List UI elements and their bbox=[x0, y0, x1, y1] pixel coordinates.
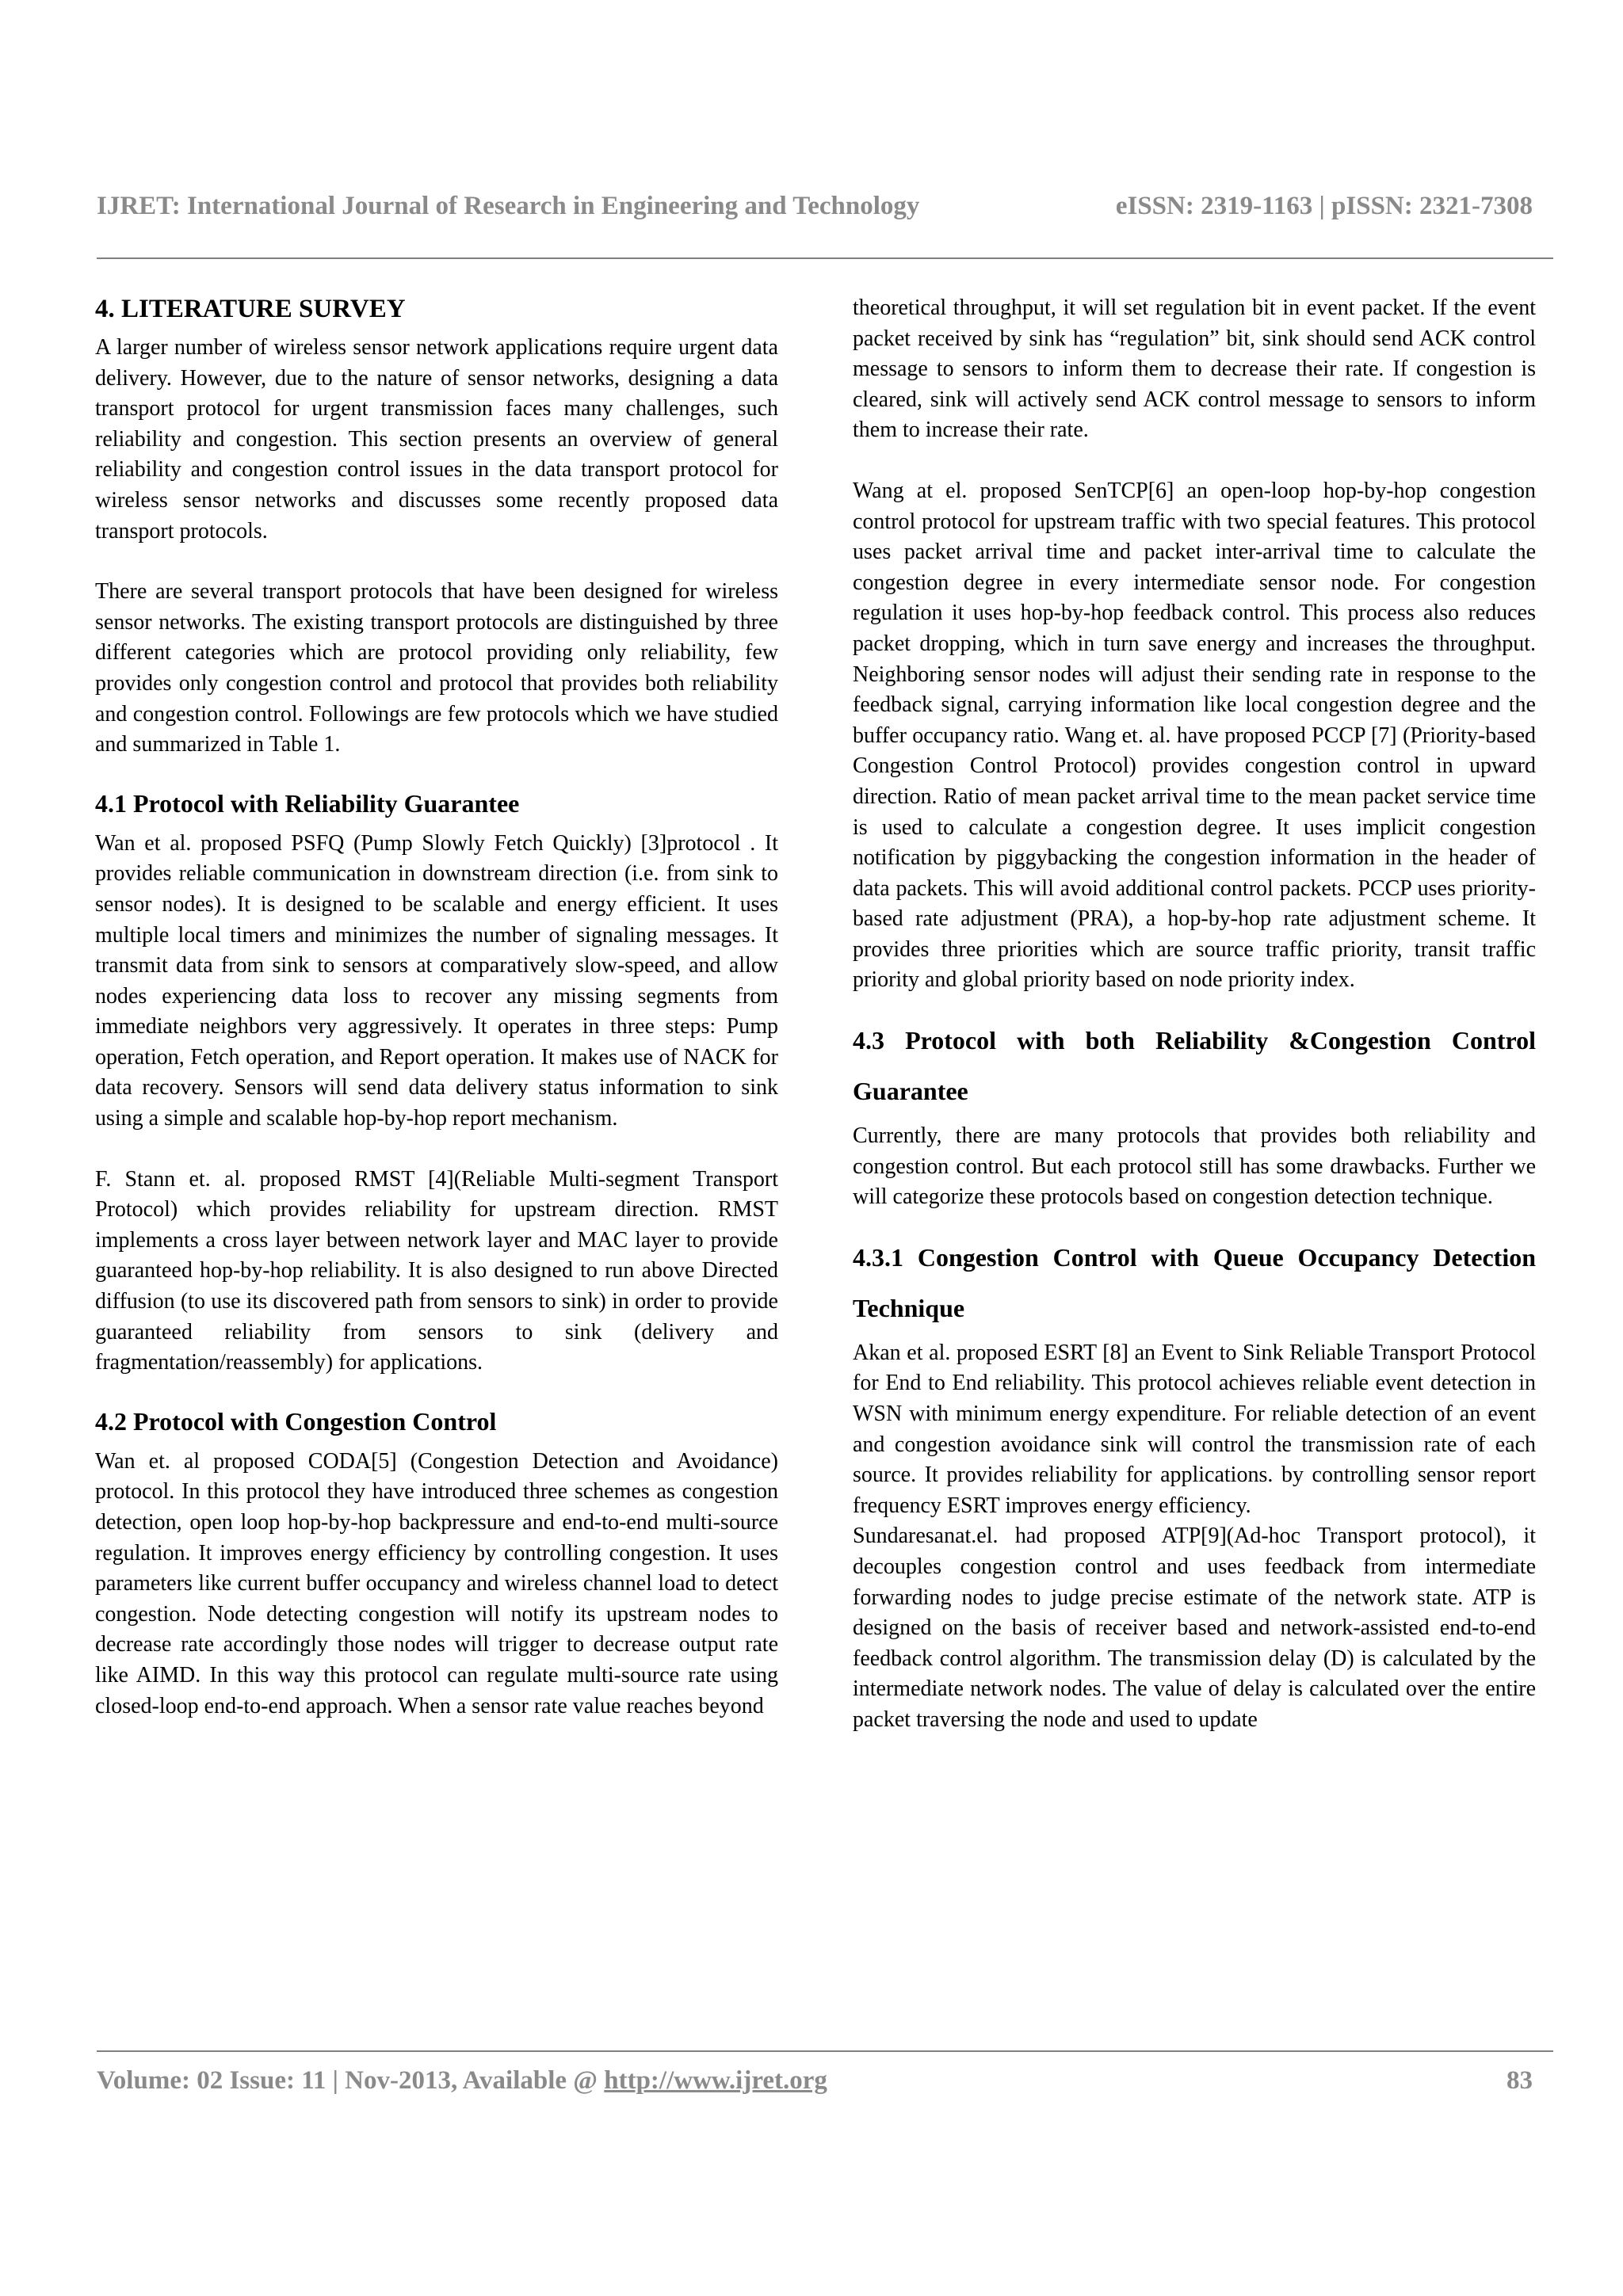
header-divider bbox=[97, 257, 1553, 259]
paragraph: Currently, there are many protocols that provides both reliability and congestion control. But each protocol still has some drawbacks. Further we will categorize these protocols based on congestion detection technique. bbox=[853, 1123, 1536, 1210]
page-number: 83 bbox=[1507, 2066, 1533, 2095]
issn-info: eISSN: 2319-1163 | pISSN: 2321-7308 bbox=[1115, 192, 1533, 220]
paragraph: theoretical throughput, it will set regulation bit in event packet. If the event packet received by sink has “regulation” bit, sink should send ACK control message to sensors to inform them to decrease their rate. If congestion is cleared, sink will actively send ACK control message to sensors to inform them to increase their rate. bbox=[853, 296, 1536, 443]
journal-link[interactable]: http://www.ijret.org bbox=[604, 2066, 827, 2095]
volume-info bbox=[97, 2066, 827, 2096]
paragraph: There are several transport protocols that have been designed for wireless sensor networks. The existing transport protocols are distinguished by three different categories which are protocol providing only reliability, few provides only congestion control and protocol that provides both reliability and congestion control. Followings are few protocols which we have studied and summarized in Table 1. bbox=[95, 579, 778, 757]
subsection-title: 4.3 Protocol with both Reliability &Congestion Control Guarantee bbox=[853, 1026, 1536, 1106]
journal-title: IJRET: International Journal of Research in Engineering and Technology bbox=[97, 192, 920, 220]
left-column bbox=[95, 293, 778, 1722]
right-column bbox=[853, 293, 1536, 1736]
paragraph: Wang at el. proposed SenTCP[6] an open-loop hop-by-hop congestion control protocol for upstream traffic with two special features. This protocol uses packet arrival time and packet inter-arrival time to calculate the congestion degree in every intermediate sensor node. For congestion regulation it uses hop-by-hop feedback control. This process also reduces packet dropping, which in turn save energy and increases the throughput. Neighboring sensor nodes will adjust their sending rate in response to the feedback signal, carrying information like local congestion degree and the buffer occupancy ratio. Wang et. al. have proposed PCCP [7] (Priority-based Congestion Control Protocol) provides congestion control in upward direction. Ratio of mean packet arrival time to the mean packet service time is used to calculate a congestion degree. It uses implicit congestion notification by piggybacking the congestion information in the header of data packets. This will avoid additional control packets. PCCP uses priority-based rate adjustment (PRA), a hop-by-hop rate adjustment scheme. It provides three priorities which are source traffic priority, transit traffic priority and global priority based on node priority index. bbox=[853, 478, 1536, 993]
paragraph: A larger number of wireless sensor network applications require urgent data delivery. However, due to the nature of sensor networks, designing a data transport protocol for urgent transmission faces many challenges, such reliability and congestion. This section presents an overview of general reliability and congestion control issues in the data transport protocol for wireless sensor networks and discusses some recently proposed data transport protocols. bbox=[95, 335, 778, 543]
paragraph: Akan et al. proposed ESRT [8] an Event to Sink Reliable Transport Protocol for End to End reliability. This protocol achieves reliable event detection in WSN with minimum energy expenditure. For reliable detection of an event and congestion avoidance sink will control the transmission rate of each source. It provides reliability for applications. by controlling sensor report frequency ESRT improves energy efficiency. bbox=[853, 1340, 1536, 1518]
footer-divider bbox=[97, 2050, 1553, 2052]
paragraph: Sundaresanat.el. had proposed ATP[9](Ad-hoc Transport protocol), it decouples congestion control and uses feedback from intermediate forwarding nodes to judge precise estimate of the network state. ATP is designed on the basis of receiver based and network-assisted end-to-end feedback control algorithm. The transmission delay (D) is calculated by the intermediate network nodes. The value of delay is calculated over the entire packet traversing the node and used to update bbox=[853, 1524, 1536, 1732]
paragraph: Wan et al. proposed PSFQ (Pump Slowly Fetch Quickly) [3]protocol . It provides reliable communication in downstream direction (i.e. from sink to sensor nodes). It is designed to be scalable and energy efficient. It uses multiple local timers and minimizes the number of signaling messages. It transmit data from sink to sensors at comparatively slow-speed, and allow nodes experiencing data loss to recover any missing segments from immediate neighbors very aggressively. It operates in three steps: Pump operation, Fetch operation, and Report operation. It makes use of NACK for data recovery. Sensors will send data delivery status information to sink using a simple and scalable hop-by-hop report mechanism. bbox=[95, 830, 778, 1131]
volume-text: Volume: 02 Issue: 11 | Nov-2013, Available @ bbox=[97, 2066, 605, 2095]
subsection-title: 4.3.1 Congestion Control with Queue Occupancy Detection Technique bbox=[853, 1242, 1536, 1322]
paragraph: F. Stann et. al. proposed RMST [4](Reliable Multi-segment Transport Protocol) which provides reliability for upstream direction. RMST implements a cross layer between network layer and MAC layer to provide guaranteed hop-by-hop reliability. It is also designed to run above Directed diffusion (to use its discovered path from sensors to sink) in order to provide guaranteed reliability from sensors to sink (delivery and fragmentation/reassembly) for applications. bbox=[95, 1166, 778, 1375]
paragraph: Wan et. al proposed CODA[5] (Congestion Detection and Avoidance) protocol. In this protocol they have introduced three schemes as congestion detection, open loop hop-by-hop backpressure and end-to-end multi-source regulation. It improves energy efficiency by controlling congestion. It uses parameters like current buffer occupancy and wireless channel load to detect congestion. Node detecting congestion will notify its upstream nodes to decrease rate accordingly those nodes will trigger to decrease output rate like AIMD. In this way this protocol can regulate multi-source rate using closed-loop end-to-end approach. When a sensor rate value reaches beyond bbox=[95, 1448, 778, 1718]
subsection-title: 4.1 Protocol with Reliability Guarantee bbox=[95, 788, 520, 818]
section-title: 4. LITERATURE SURVEY bbox=[95, 295, 406, 323]
subsection-title: 4.2 Protocol with Congestion Control bbox=[95, 1406, 497, 1436]
